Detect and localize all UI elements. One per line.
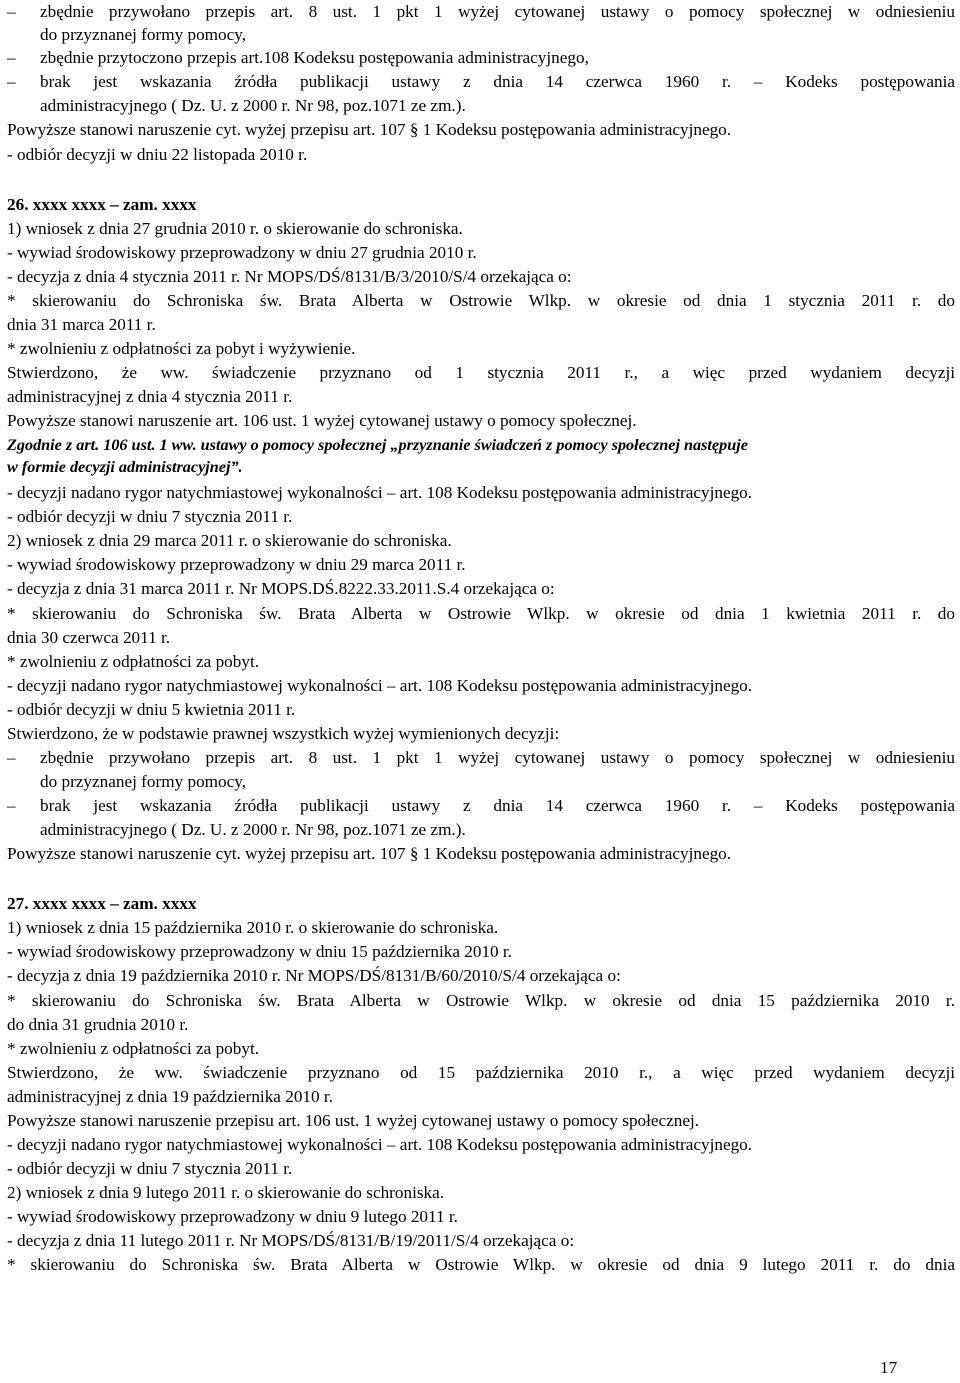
text-line: * skierowaniu do Schroniska św. Brata Alberta w Ostrowie Wlkp. w okresie od dnia 1 kwietnia 2011 r. do — [7, 604, 955, 623]
text-line: * zwolnieniu z odpłatności za pobyt. — [7, 652, 260, 671]
text-line: administracyjnego ( Dz. U. z 2000 r. Nr 98, poz.1071 ze zm.). — [40, 820, 466, 839]
text-line: administracyjnej z dnia 19 października 2010 r. — [7, 1087, 333, 1106]
text-line: * zwolnieniu z odpłatności za pobyt. — [7, 1039, 260, 1058]
text-line: dnia 30 czerwca 2011 r. — [7, 628, 171, 647]
text-line: - odbiór decyzji w dniu 5 kwietnia 2011 r. — [7, 700, 296, 719]
section-heading: 27. xxxx xxxx – zam. xxxx — [7, 894, 197, 913]
page-number: 17 — [880, 1358, 898, 1377]
text-line: 2) wniosek z dnia 29 marca 2011 r. o skierowanie do schroniska. — [7, 531, 452, 550]
text-line: do przyznanej formy pomocy, — [40, 25, 247, 44]
dash-bullet: – — [7, 48, 16, 67]
text-line: - decyzja z dnia 31 marca 2011 r. Nr MOPS.DŚ.8222.33.2011.S.4 orzekająca o: — [7, 579, 555, 598]
dash-bullet: – — [7, 72, 16, 91]
section-heading: 26. xxxx xxxx – zam. xxxx — [7, 195, 197, 214]
dash-bullet: – — [7, 748, 16, 767]
text-line: * skierowaniu do Schroniska św. Brata Alberta w Ostrowie Wlkp. w okresie od dnia 15 października 2010 r. — [7, 991, 955, 1010]
quote-line: Zgodnie z art. 106 ust. 1 ww. ustawy o pomocy społecznej „przyznanie świadczeń z pomocy społecznej następuje — [7, 436, 748, 454]
text-line: do dnia 31 grudnia 2010 r. — [7, 1015, 189, 1034]
text-line: zbędnie przywołano przepis art. 8 ust. 1 pkt 1 wyżej cytowanej ustawy o pomocy społecznej w odniesieniu — [40, 2, 955, 21]
text-line: - decyzji nadano rygor natychmiastowej wykonalności – art. 108 Kodeksu postępowania administracyjnego. — [7, 483, 753, 502]
text-line: - odbiór decyzji w dniu 7 stycznia 2011 r. — [7, 507, 293, 526]
text-line: zbędnie przytoczono przepis art.108 Kodeksu postępowania administracyjnego, — [40, 48, 589, 67]
text-line: - odbiór decyzji w dniu 7 stycznia 2011 r. — [7, 1159, 293, 1178]
text-line: * skierowaniu do Schroniska św. Brata Alberta w Ostrowie Wlkp. w okresie od dnia 9 lutego 2011 r. do dnia — [7, 1255, 955, 1274]
text-line: Powyższe stanowi naruszenie cyt. wyżej przepisu art. 107 § 1 Kodeksu postępowania administracyjnego. — [7, 120, 732, 139]
text-line: Stwierdzono, że ww. świadczenie przyznano od 15 października 2010 r., a więc przed wydaniem decyzji — [7, 1063, 955, 1082]
dash-bullet: – — [7, 796, 16, 815]
text-line: administracyjnej z dnia 4 stycznia 2011 r. — [7, 387, 293, 406]
text-line: - wywiad środowiskowy przeprowadzony w dniu 15 października 2010 r. — [7, 942, 512, 961]
text-line: * skierowaniu do Schroniska św. Brata Alberta w Ostrowie Wlkp. w okresie od dnia 1 stycznia 2011 r. do — [7, 291, 955, 310]
text-line: - odbiór decyzji w dniu 22 listopada 2010 r. — [7, 145, 308, 164]
text-line: 1) wniosek z dnia 15 października 2010 r. o skierowanie do schroniska. — [7, 918, 499, 937]
text-line: - decyzja z dnia 11 lutego 2011 r. Nr MOPS/DŚ/8131/B/19/2011/S/4 orzekająca o: — [7, 1231, 575, 1250]
text-line: - decyzja z dnia 4 stycznia 2011 r. Nr MOPS/DŚ/8131/B/3/2010/S/4 orzekająca o: — [7, 267, 572, 286]
text-line: do przyznanej formy pomocy, — [40, 772, 247, 791]
text-line: 2) wniosek z dnia 9 lutego 2011 r. o skierowanie do schroniska. — [7, 1183, 445, 1202]
text-line: - decyzji nadano rygor natychmiastowej wykonalności – art. 108 Kodeksu postępowania administracyjnego. — [7, 676, 753, 695]
text-line: 1) wniosek z dnia 27 grudnia 2010 r. o skierowanie do schroniska. — [7, 219, 463, 238]
text-line: administracyjnego ( Dz. U. z 2000 r. Nr 98, poz.1071 ze zm.). — [40, 96, 466, 115]
text-line: Powyższe stanowi naruszenie art. 106 ust. 1 wyżej cytowanej ustawy o pomocy społecznej. — [7, 411, 637, 430]
text-line: zbędnie przywołano przepis art. 8 ust. 1 pkt 1 wyżej cytowanej ustawy o pomocy społecznej w odniesieniu — [40, 748, 955, 767]
text-line: - wywiad środowiskowy przeprowadzony w dniu 9 lutego 2011 r. — [7, 1207, 458, 1226]
dash-bullet: – — [7, 2, 16, 21]
text-line: Powyższe stanowi naruszenie cyt. wyżej przepisu art. 107 § 1 Kodeksu postępowania administracyjnego. — [7, 844, 732, 863]
text-line: brak jest wskazania źródła publikacji ustawy z dnia 14 czerwca 1960 r. – Kodeks postępowania — [40, 796, 955, 815]
text-line: - decyzja z dnia 19 października 2010 r. Nr MOPS/DŚ/8131/B/60/2010/S/4 orzekająca o: — [7, 966, 621, 985]
text-line: - wywiad środowiskowy przeprowadzony w dniu 27 grudnia 2010 r. — [7, 243, 477, 262]
text-line: dnia 31 marca 2011 r. — [7, 315, 156, 334]
text-line: Powyższe stanowi naruszenie przepisu art. 106 ust. 1 wyżej cytowanej ustawy o pomocy społecznej. — [7, 1111, 700, 1130]
text-line: Stwierdzono, że ww. świadczenie przyznano od 1 stycznia 2011 r., a więc przed wydaniem decyzji — [7, 363, 955, 382]
text-line: * zwolnieniu z odpłatności za pobyt i wyżywienie. — [7, 339, 356, 358]
text-line: brak jest wskazania źródła publikacji ustawy z dnia 14 czerwca 1960 r. – Kodeks postępowania — [40, 72, 955, 91]
text-line: - wywiad środowiskowy przeprowadzony w dniu 29 marca 2011 r. — [7, 555, 466, 574]
text-line: Stwierdzono, że w podstawie prawnej wszystkich wyżej wymienionych decyzji: — [7, 724, 560, 743]
quote-line: w formie decyzji administracyjnej”. — [7, 458, 243, 476]
text-line: - decyzji nadano rygor natychmiastowej wykonalności – art. 108 Kodeksu postępowania administracyjnego. — [7, 1135, 753, 1154]
